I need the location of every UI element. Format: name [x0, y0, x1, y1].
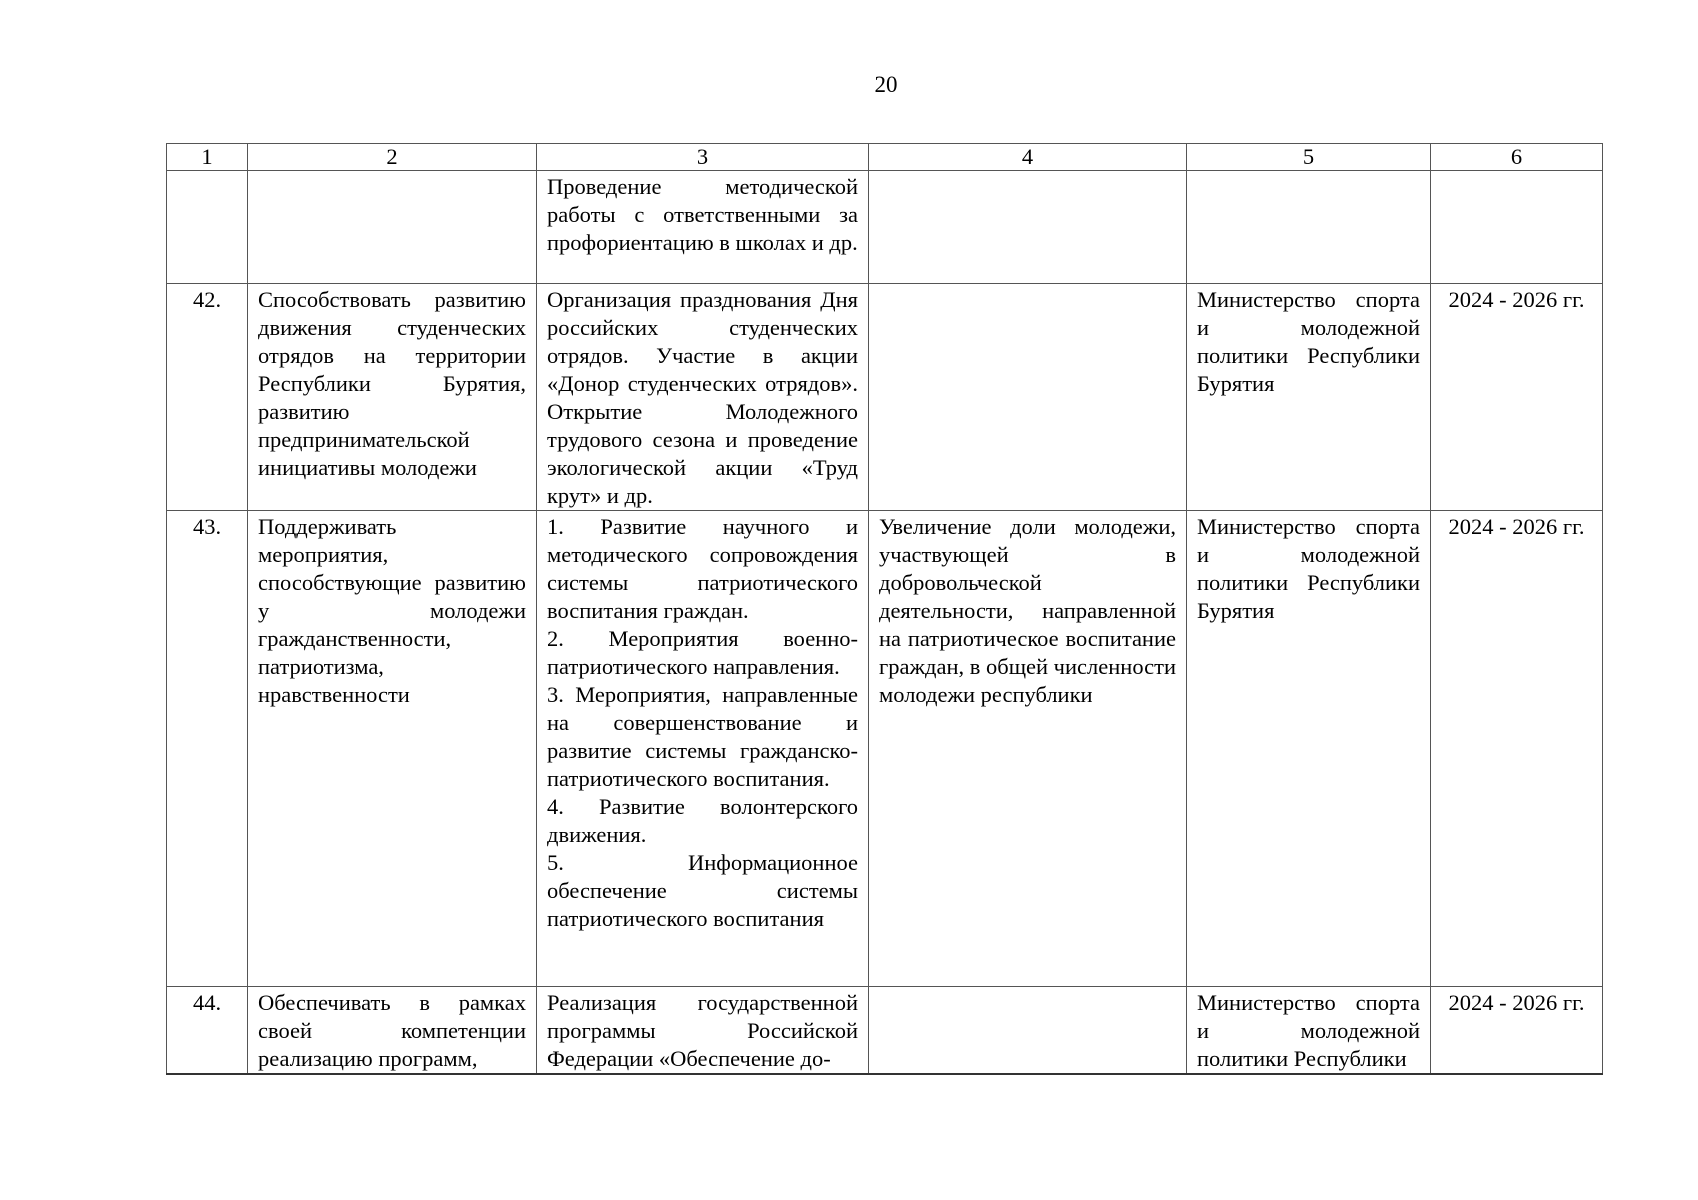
measure-item: 2. Мероприятия военно-патриотического направления. [547, 626, 858, 679]
column-header: 2 [248, 144, 537, 171]
row-number: 42. [167, 284, 248, 511]
row-number: 44. [167, 987, 248, 1075]
period-cell: 2024 - 2026 гг. [1431, 511, 1603, 987]
column-header: 6 [1431, 144, 1603, 171]
table-row [167, 511, 1603, 987]
measure-item: 4. Развитие волонтерского движения. [547, 794, 858, 847]
responsible-cell: Министерство спорта и молодежной политики Республики [1187, 987, 1431, 1075]
column-header: 4 [869, 144, 1187, 171]
measure-item: 5. Информационное обеспечение системы патриотического воспитания [547, 850, 858, 931]
period-cell: 2024 - 2026 гг. [1431, 284, 1603, 511]
measure-item: 3. Мероприятия, направленные на совершенствование и развитие системы гражданско-патриотического воспитания. [547, 682, 858, 791]
responsible-cell [1187, 171, 1431, 284]
row-number [167, 171, 248, 284]
measures-cell [537, 284, 869, 511]
table-row [167, 171, 1603, 284]
goal-cell: Способствовать развитию движения студенческих отрядов на территории Республики Бурятия, развитию предпринимательской инициативы молодежи [248, 284, 537, 511]
measures-cell [537, 511, 869, 987]
measures-cell [537, 171, 869, 284]
page-number: 20 [874, 72, 898, 97]
goal-cell: Поддерживать мероприятия, способствующие развитию у молодежи гражданственности, патриотизма, нравственности [248, 511, 537, 987]
column-header: 1 [167, 144, 248, 171]
measure-item: Реализация государственной программы Российской Федерации «Обеспечение до- [547, 990, 858, 1071]
responsible-cell: Министерство спорта и молодежной политики Республики Бурятия [1187, 284, 1431, 511]
table-row [167, 284, 1603, 511]
indicator-cell [869, 171, 1187, 284]
responsible-cell: Министерство спорта и молодежной политики Республики Бурятия [1187, 511, 1431, 987]
column-header: 3 [537, 144, 869, 171]
table-header-row [167, 144, 1603, 171]
column-header: 5 [1187, 144, 1431, 171]
indicator-cell [869, 987, 1187, 1075]
goal-cell [248, 171, 537, 284]
goal-cell: Обеспечивать в рамках своей компетенции реализацию программ, [248, 987, 537, 1075]
measures-cell [537, 987, 869, 1075]
plan-table [166, 143, 1603, 1075]
indicator-cell [869, 284, 1187, 511]
period-cell [1431, 171, 1603, 284]
measure-item: Организация празднования Дня российских студенческих отрядов. Участие в акции «Донор студенческих отрядов». Открытие Молодежного трудового сезона и проведение экологической акции «Труд крут» и др. [547, 287, 858, 508]
period-cell: 2024 - 2026 гг. [1431, 987, 1603, 1075]
indicator-cell: Увеличение доли молодежи, участвующей в добровольческой деятельности, направленной на патриотическое воспитание граждан, в общей численности молодежи республики [869, 511, 1187, 987]
row-number: 43. [167, 511, 248, 987]
measure-item: Проведение методической работы с ответственными за профориентацию в школах и др. [547, 174, 858, 255]
measure-item: 1. Развитие научного и методического сопровождения системы патриотического воспитания граждан. [547, 514, 858, 623]
table-row [167, 987, 1603, 1075]
